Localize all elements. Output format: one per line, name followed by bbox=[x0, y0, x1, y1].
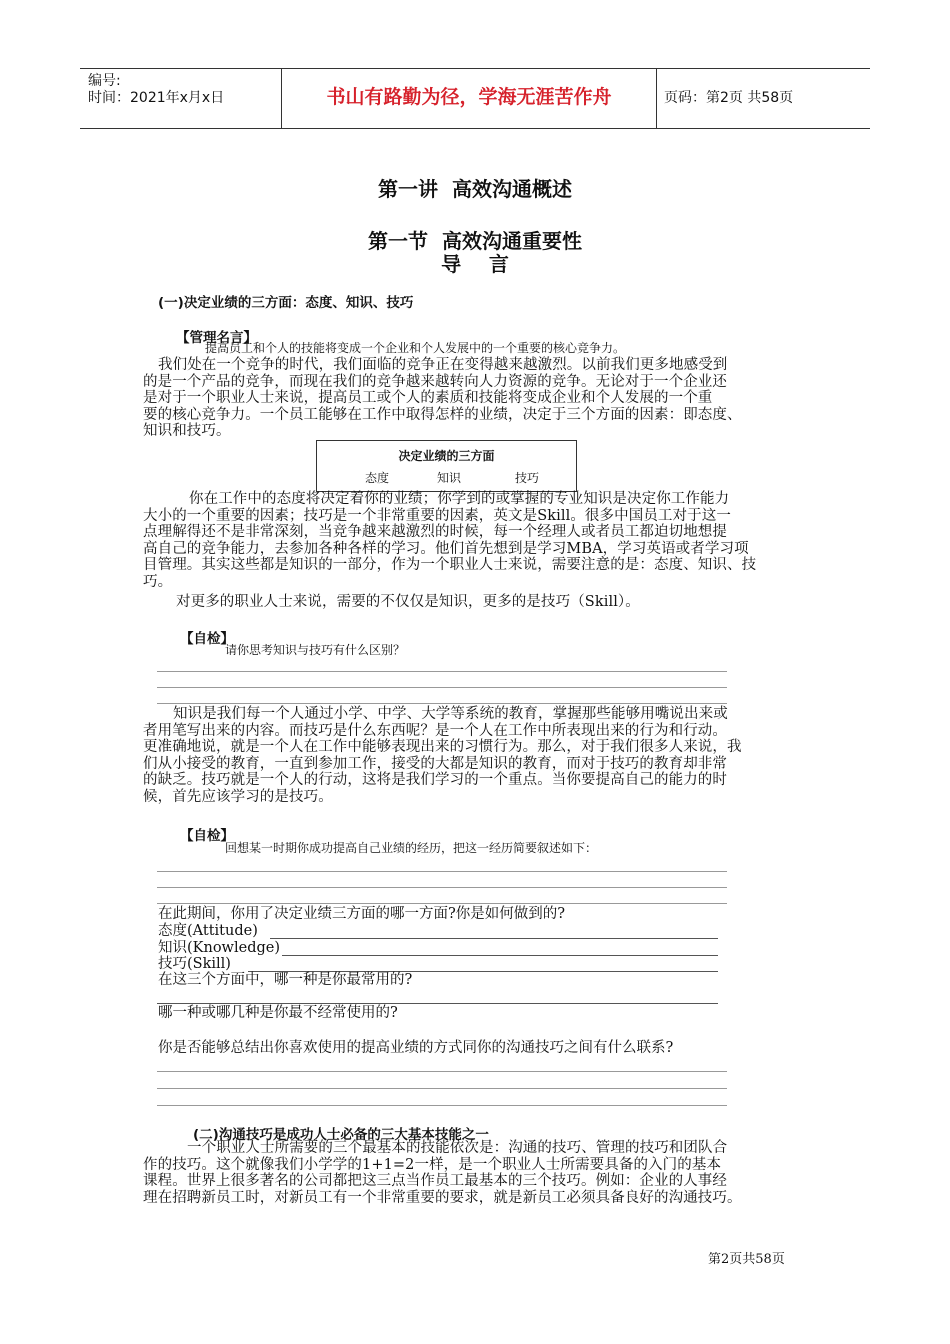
q-least: 哪一种或哪几种是你最不经常使用的? bbox=[158, 1005, 398, 1021]
para-line: 你在工作中的态度将决定着你的业绩；你学到的或掌握的专业知识是决定你工作能力 bbox=[189, 491, 730, 507]
answer-line[interactable] bbox=[157, 687, 727, 688]
para-line: 的缺乏。技巧就是一个人的行动，这将是我们学习的一个重点。当你要提高自己的能力的时 bbox=[143, 772, 727, 788]
para-line: 我们处在一个竞争的时代，我们面临的竞争正在变得越来越激烈。以前我们更多地感受到 bbox=[158, 357, 728, 373]
quote-text: 提高员工和个人的技能将变成一个企业和个人发展中的一个重要的核心竞争力。 bbox=[205, 341, 626, 355]
q-attitude: 态度(Attitude) bbox=[158, 923, 258, 939]
para-line: 知识是我们每一个人通过小学、中学、大学等系统的教育，掌握那些能够用嘴说出来或 bbox=[173, 706, 728, 722]
q-relation: 你是否能够总结出你喜欢使用的提高业绩的方式同你的沟通技巧之间有什么联系? bbox=[158, 1040, 674, 1056]
para-line: 课程。世界上很多著名的公司都把这三点当作员工最基本的三个技巧。例如：企业的人事经 bbox=[143, 1173, 727, 1189]
answer-line[interactable] bbox=[157, 1071, 727, 1072]
lecture-title: 第一讲 高效沟通概述 bbox=[378, 177, 572, 201]
q-most: 在这三个方面中，哪一种是你最常用的? bbox=[158, 972, 413, 988]
para-line: 理在招聘新员工时，对新员工有一个非常重要的要求，就是新员工必须具备良好的沟通技巧。 bbox=[143, 1189, 742, 1206]
sec2-heading: (二)沟通技巧是成功人士必备的三大基本技能之一 bbox=[193, 1127, 489, 1143]
header-bottom-rule bbox=[80, 128, 870, 129]
intro-title: 导 言 bbox=[441, 252, 509, 276]
answer-line[interactable] bbox=[157, 1105, 727, 1106]
q-skill: 技巧(Skill) bbox=[158, 956, 231, 972]
para3: 对更多的职业人士来说，需要的不仅仅是知识，更多的是技巧（Skill）。 bbox=[176, 594, 640, 610]
check1-prompt: 请你思考知识与技巧有什么区别？ bbox=[225, 643, 406, 657]
answer-line[interactable] bbox=[157, 871, 727, 872]
para-line: 大小的一个重要的因素；技巧是一个非常重要的因素，英文是Skill。很多中国员工对于这一 bbox=[143, 507, 731, 524]
para-line: 是对于一个职业人士来说，提高员工或个人的素质和技能将变成企业和个人发展的一个重 bbox=[143, 390, 713, 406]
performance-box bbox=[316, 440, 577, 492]
header-motto: 书山有路勤为径，学海无涯苦作舟 bbox=[326, 86, 612, 108]
doc-code-label: 编号: bbox=[88, 73, 121, 89]
answer-line[interactable] bbox=[157, 903, 727, 904]
box-title: 决定业绩的三方面 bbox=[398, 449, 495, 463]
para-line: 要的核心竞争力。一个员工能够在工作中取得怎样的业绩，决定于三个方面的因素：即态度、 bbox=[143, 406, 742, 423]
footer-page-number: 第2页共58页 bbox=[708, 1252, 785, 1267]
check2-prompt: 回想某一时期你成功提高自己业绩的经历，把这一经历简要叙述如下： bbox=[225, 841, 598, 855]
para-line: 巧。 bbox=[143, 573, 173, 590]
answer-line[interactable] bbox=[157, 887, 727, 888]
header-divider bbox=[656, 68, 657, 128]
answer-line-knowledge[interactable] bbox=[282, 955, 718, 956]
sec2-para bbox=[143, 1140, 823, 1206]
answer-line-attitude[interactable] bbox=[270, 938, 718, 939]
q-knowledge: 知识(Knowledge) bbox=[158, 940, 280, 956]
para4 bbox=[143, 706, 823, 805]
para-line: 目管理。其实这些都是知识的一部分，作为一个职业人士来说，需要注意的是：态度、知识、技 bbox=[143, 557, 757, 573]
q-period: 在此期间，你用了决定业绩三方面的哪一方面?你是如何做到的? bbox=[158, 906, 566, 922]
para1 bbox=[143, 357, 823, 440]
para-line: 点理解得还不是非常深刻，当竞争越来越激烈的时候，每一个经理人或者员工都迫切地想提 bbox=[143, 524, 727, 540]
answer-line[interactable] bbox=[157, 1088, 727, 1089]
para2 bbox=[143, 491, 823, 590]
para-line: 更准确地说，就是一个人在工作中能够表现出来的习惯行为。那么，对于我们很多人来说，我 bbox=[143, 739, 742, 755]
check2-label: 【自检】 bbox=[180, 828, 234, 844]
para-line: 们从小接受的教育，一直到参加工作，接受的大都是知识的教育，而对于技巧的教育却非常 bbox=[143, 755, 727, 772]
header-top-rule bbox=[80, 68, 870, 69]
answer-line[interactable] bbox=[157, 671, 727, 672]
para-line: 知识和技巧。 bbox=[143, 423, 231, 439]
box-item-skill: 技巧 bbox=[515, 471, 540, 485]
box-item-attitude: 态度 bbox=[365, 471, 390, 485]
answer-line[interactable] bbox=[157, 703, 727, 704]
para-line: 一个职业人士所需要的三个最基本的技能依次是：沟通的技巧、管理的技巧和团队合 bbox=[187, 1140, 728, 1156]
para-line: 高自己的竞争能力，去参加各种各样的学习。他们首先想到是学习MBA，学习英语或者学习项 bbox=[143, 540, 749, 557]
header-page-label: 页码：第2页 共58页 bbox=[664, 90, 794, 106]
section-title: 第一节 高效沟通重要性 bbox=[368, 229, 582, 253]
box-item-knowledge: 知识 bbox=[437, 471, 462, 485]
sec1-heading: (一)决定业绩的三方面：态度、知识、技巧 bbox=[158, 295, 414, 311]
para-line: 作的技巧。这个就像我们小学学的1+1=2一样，是一个职业人士所需要具备的入门的基本 bbox=[143, 1156, 722, 1173]
quote-label: 【管理名言】 bbox=[176, 330, 257, 346]
para-line: 者用笔写出来的内容。而技巧是什么东西呢？是一个人在工作中所表现出来的行为和行动。 bbox=[143, 722, 727, 739]
para-line: 的是一个产品的竞争，而现在我们的竞争越来越转向人力资源的竞争。无论对于一个企业还 bbox=[143, 373, 727, 390]
answer-line[interactable] bbox=[157, 1003, 718, 1004]
para-line: 候，首先应该学习的是技巧。 bbox=[143, 788, 333, 805]
check1-label: 【自检】 bbox=[180, 631, 234, 647]
doc-time-label: 时间：2021年x月x日 bbox=[88, 90, 225, 106]
